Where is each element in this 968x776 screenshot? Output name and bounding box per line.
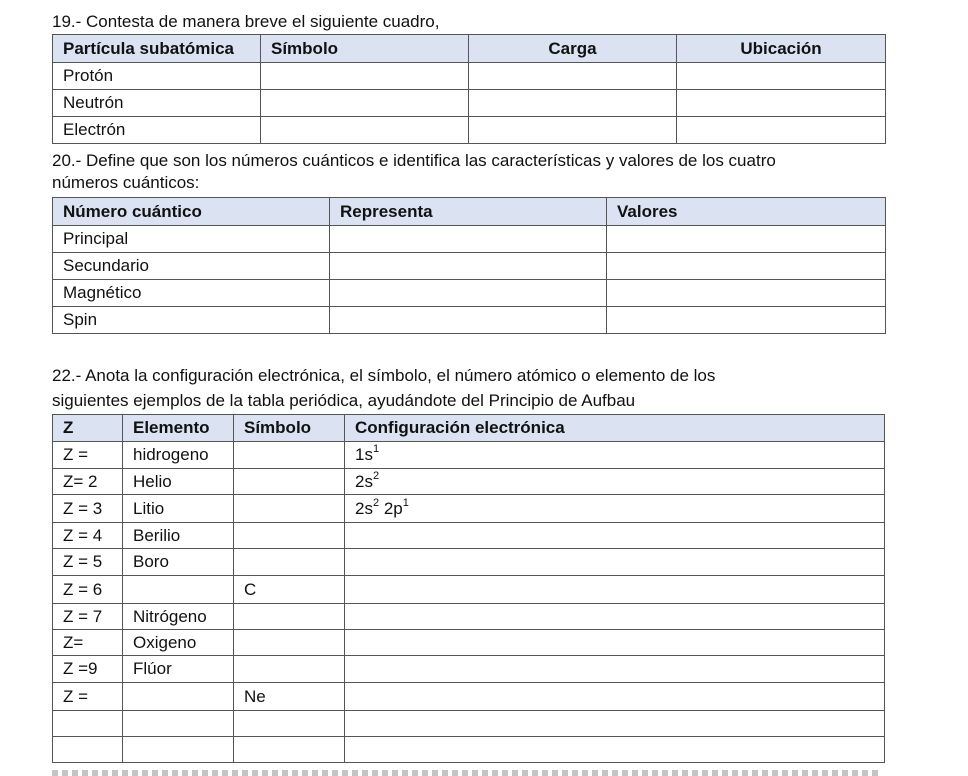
- atomic-number-cell: Z = 3: [53, 495, 123, 523]
- configuration-cell[interactable]: [345, 604, 885, 630]
- table-row: [53, 656, 885, 683]
- answer-cell[interactable]: [677, 90, 886, 117]
- element-cell: Flúor: [123, 656, 234, 683]
- configuration-cell[interactable]: [345, 737, 885, 763]
- answer-cell[interactable]: [469, 117, 677, 144]
- element-cell[interactable]: [123, 576, 234, 604]
- table-row: [53, 630, 885, 656]
- header-configuration: Configuración electrónica: [345, 415, 885, 442]
- answer-cell[interactable]: [607, 226, 886, 253]
- table-row: [53, 576, 885, 604]
- header-element: Elemento: [123, 415, 234, 442]
- configuration-cell: [345, 495, 885, 523]
- atomic-number-cell: Z= 2: [53, 469, 123, 495]
- configuration-cell[interactable]: [345, 656, 885, 683]
- symbol-cell[interactable]: [234, 604, 345, 630]
- configuration-cell[interactable]: [345, 549, 885, 576]
- page-cut-edge: [52, 770, 882, 776]
- atomic-number-cell: Z=: [53, 630, 123, 656]
- q22-prompt-line2: siguientes ejemplos de la tabla periódica, ayudándote del Principio de Aufbau: [52, 391, 636, 410]
- header-quantum-number: Número cuántico: [53, 198, 330, 226]
- particle-name: Electrón: [53, 117, 261, 144]
- table-row: [53, 549, 885, 576]
- answer-cell[interactable]: [261, 117, 469, 144]
- table-row: [53, 711, 885, 737]
- symbol-cell[interactable]: [234, 442, 345, 469]
- quantum-number-name: Secundario: [53, 253, 330, 280]
- answer-cell[interactable]: [607, 280, 886, 307]
- orbital-label: 2s: [355, 471, 373, 491]
- answer-cell[interactable]: [261, 63, 469, 90]
- electron-config-table: [52, 414, 885, 763]
- answer-cell[interactable]: [261, 90, 469, 117]
- q22-prompt-line1: 22.- Anota la configuración electrónica, el símbolo, el número atómico o elemento de los: [52, 366, 716, 385]
- electron-config-rows: [53, 442, 885, 763]
- header-z: Z: [53, 415, 123, 442]
- table-row: [53, 683, 885, 711]
- table-row: [53, 307, 886, 334]
- atomic-number-cell: Z = 7: [53, 604, 123, 630]
- symbol-cell[interactable]: [234, 630, 345, 656]
- table-row: [53, 604, 885, 630]
- table-row: [53, 253, 886, 280]
- atomic-number-cell: Z = 5: [53, 549, 123, 576]
- symbol-cell[interactable]: [234, 656, 345, 683]
- answer-cell[interactable]: [330, 280, 607, 307]
- table-row: [53, 280, 886, 307]
- element-cell: Oxigeno: [123, 630, 234, 656]
- element-cell[interactable]: [123, 683, 234, 711]
- quantum-number-name: Principal: [53, 226, 330, 253]
- configuration-cell[interactable]: [345, 523, 885, 549]
- answer-cell[interactable]: [330, 307, 607, 334]
- particles-table: [52, 34, 886, 144]
- element-cell: Berilio: [123, 523, 234, 549]
- symbol-cell[interactable]: [234, 711, 345, 737]
- configuration-cell[interactable]: [345, 683, 885, 711]
- table-row: [53, 63, 886, 90]
- orbital-label: 2p: [383, 498, 403, 518]
- q20-prompt-line2: números cuánticos:: [52, 173, 200, 192]
- header-values: Valores: [607, 198, 886, 226]
- table-row: [53, 226, 886, 253]
- symbol-cell[interactable]: [234, 549, 345, 576]
- table-row: [53, 469, 885, 495]
- configuration-cell[interactable]: [345, 630, 885, 656]
- header-particle: Partícula subatómica: [53, 35, 261, 63]
- table-row: [53, 523, 885, 549]
- answer-cell[interactable]: [677, 117, 886, 144]
- table-row: [53, 737, 885, 763]
- atomic-number-cell: Z =: [53, 683, 123, 711]
- table-row: [53, 90, 886, 117]
- quantum-number-name: Magnético: [53, 280, 330, 307]
- header-represents: Representa: [330, 198, 607, 226]
- table-row: [53, 495, 885, 523]
- atomic-number-cell: Z =: [53, 442, 123, 469]
- element-cell: Nitrógeno: [123, 604, 234, 630]
- quantum-numbers-table: [52, 197, 886, 334]
- symbol-cell[interactable]: [234, 469, 345, 495]
- element-cell: Boro: [123, 549, 234, 576]
- particle-name: Protón: [53, 63, 261, 90]
- header-symbol: Símbolo: [234, 415, 345, 442]
- header-symbol: Símbolo: [261, 35, 469, 63]
- symbol-cell: Ne: [234, 683, 345, 711]
- symbol-cell[interactable]: [234, 523, 345, 549]
- orbital-label: 2s: [355, 498, 373, 518]
- atomic-number-cell[interactable]: [53, 737, 123, 763]
- element-cell: Litio: [123, 495, 234, 523]
- element-cell[interactable]: [123, 711, 234, 737]
- symbol-cell[interactable]: [234, 495, 345, 523]
- header-location: Ubicación: [677, 35, 886, 63]
- electron-count: 1: [372, 443, 380, 456]
- table-row: [53, 117, 886, 144]
- atomic-number-cell: Z = 4: [53, 523, 123, 549]
- atomic-number-cell[interactable]: [53, 711, 123, 737]
- table-row: [53, 442, 885, 469]
- answer-cell[interactable]: [677, 63, 886, 90]
- element-cell: Helio: [123, 469, 234, 495]
- particle-name: Neutrón: [53, 90, 261, 117]
- answer-cell[interactable]: [330, 253, 607, 280]
- atomic-number-cell: Z =9: [53, 656, 123, 683]
- symbol-cell[interactable]: [234, 737, 345, 763]
- configuration-cell[interactable]: [345, 576, 885, 604]
- atomic-number-cell: Z = 6: [53, 576, 123, 604]
- electron-count: 1: [402, 496, 409, 509]
- configuration-cell[interactable]: [345, 711, 885, 737]
- symbol-cell: C: [234, 576, 345, 604]
- element-cell[interactable]: [123, 737, 234, 763]
- electron-count: 2: [372, 469, 380, 482]
- element-cell: hidrogeno: [123, 442, 234, 469]
- answer-cell[interactable]: [469, 63, 677, 90]
- configuration-cell: [345, 469, 885, 495]
- answer-cell[interactable]: [330, 226, 607, 253]
- answer-cell[interactable]: [607, 307, 886, 334]
- configuration-cell: [345, 442, 885, 469]
- answer-cell[interactable]: [607, 253, 886, 280]
- q19-prompt: 19.- Contesta de manera breve el siguiente cuadro,: [52, 12, 440, 31]
- header-charge: Carga: [469, 35, 677, 63]
- q20-prompt-line1: 20.- Define que son los números cuánticos e identifica las características y valores de los cuatro: [52, 151, 776, 170]
- orbital-label: 1s: [355, 445, 373, 464]
- answer-cell[interactable]: [469, 90, 677, 117]
- electron-count: 2: [372, 496, 380, 509]
- quantum-number-name: Spin: [53, 307, 330, 334]
